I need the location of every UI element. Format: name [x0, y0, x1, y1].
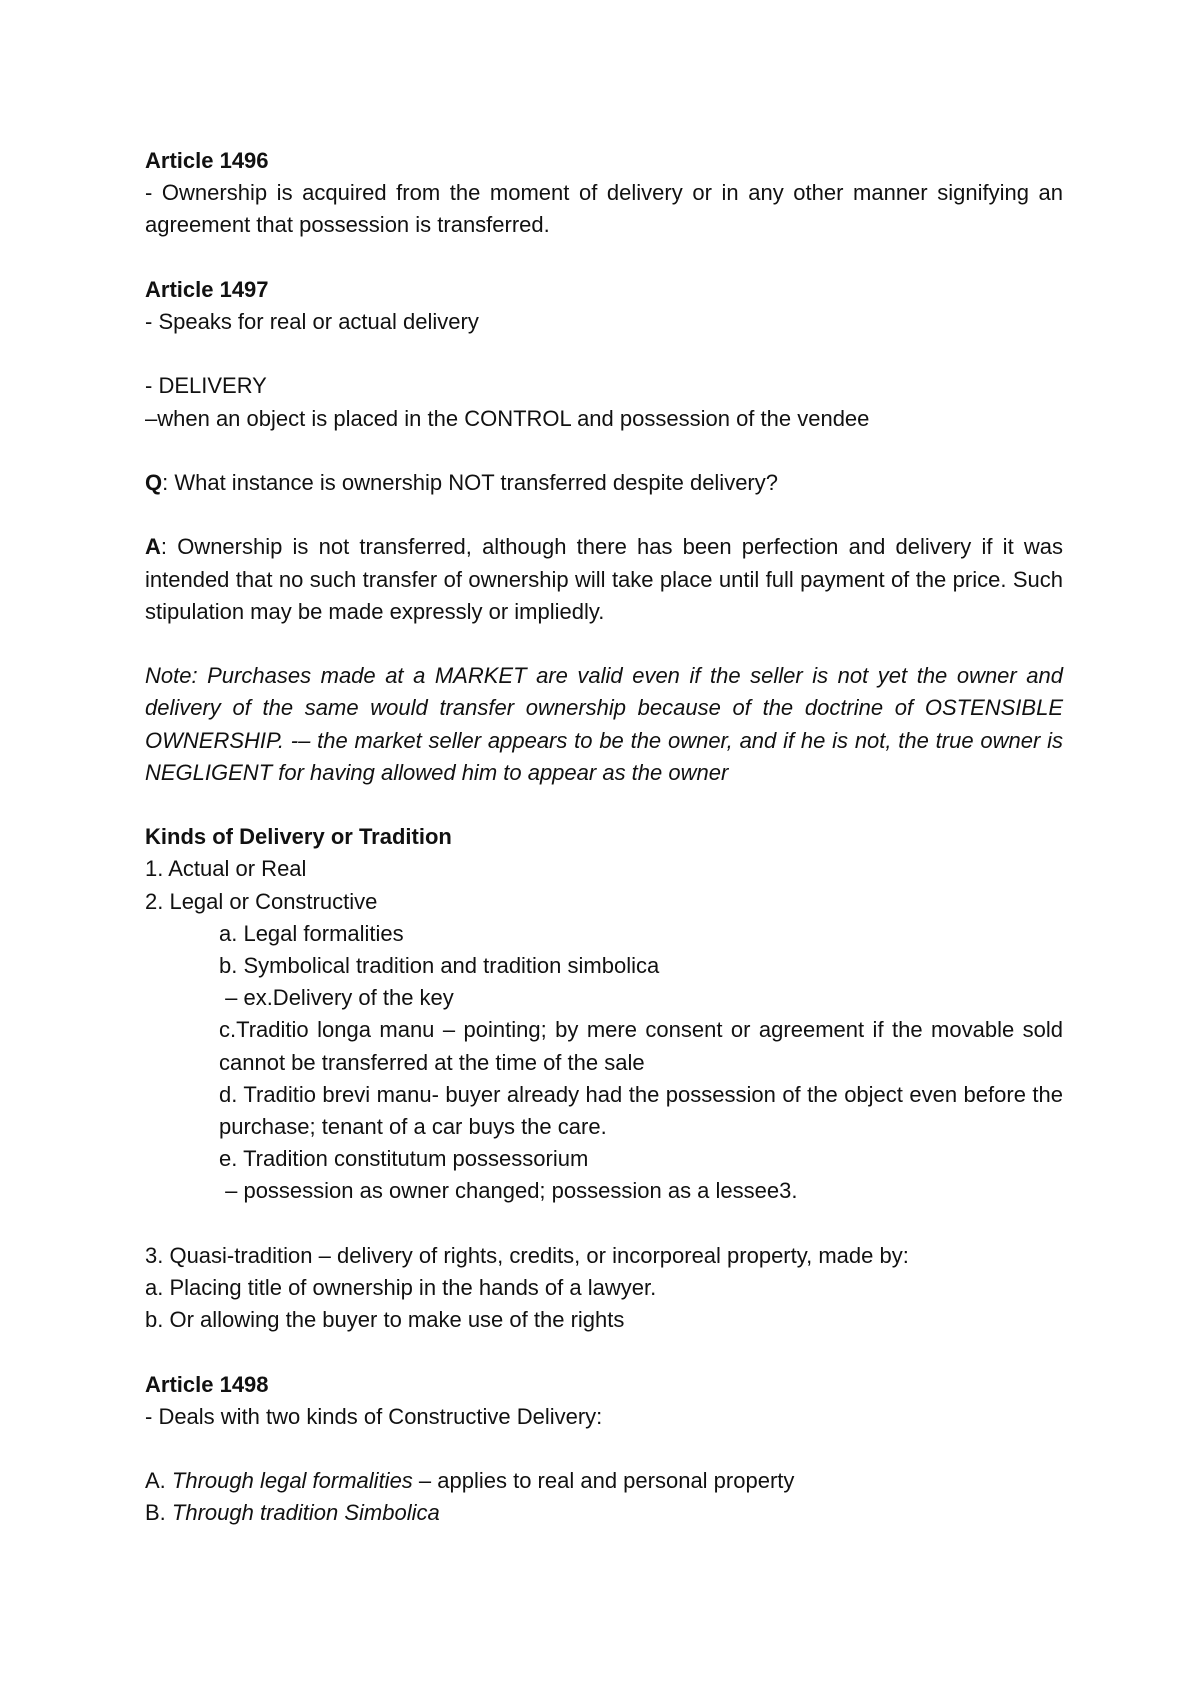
- item-b-prefix: B.: [145, 1500, 172, 1526]
- answer-text: : Ownership is not transferred, although there has been perfection and delivery if it was intended that no such transfer of ownership will take place until full payment of the price. Such stipulation may be made expressly or impliedly.: [145, 534, 1063, 624]
- article-1496-heading: Article 1496: [145, 148, 269, 173]
- kinds-item-3: 3. Quasi-tradition – delivery of rights, credits, or incorporeal property, made by:: [145, 1242, 909, 1268]
- answer-label: A: [145, 534, 161, 560]
- kinds-heading: Kinds of Delivery or Tradition: [145, 824, 452, 850]
- kinds-item-1: 1. Actual or Real: [145, 856, 307, 882]
- answer: [145, 531, 1063, 628]
- item-b-italic: Through tradition Simbolica: [171, 1500, 440, 1526]
- question-label: Q: [145, 469, 163, 495]
- question: [145, 467, 1063, 499]
- article-1497-heading: Article 1497: [145, 276, 269, 302]
- item-a-prefix: A.: [145, 1468, 172, 1494]
- item-a-rest: – applies to real and personal property: [412, 1468, 795, 1494]
- kinds-item-3b: b. Or allowing the buyer to make use of the rights: [145, 1307, 625, 1333]
- kinds-sub-b-example: – ex.Delivery of the key: [219, 985, 454, 1011]
- constructive-delivery-b: [145, 1497, 1063, 1529]
- delivery-label: - DELIVERY: [145, 373, 267, 399]
- item-a-italic: Through legal formalities: [171, 1468, 413, 1494]
- article-1498-text: - Deals with two kinds of Constructive Delivery:: [145, 1403, 603, 1429]
- kinds-sub-e-note: – possession as owner changed; possession as a lessee3.: [219, 1178, 798, 1204]
- constructive-delivery-a: [145, 1465, 1063, 1497]
- kinds-sub-c: c.Traditio longa manu – pointing; by mere consent or agreement if the movable sold cannot be transferred at the time of the sale: [219, 1017, 1063, 1075]
- article-1498-heading: Article 1498: [145, 1371, 269, 1397]
- question-text: : What instance is ownership NOT transferred despite delivery?: [162, 469, 778, 495]
- kinds-item-2: 2. Legal or Constructive: [145, 888, 378, 914]
- article-1497-line: - Speaks for real or actual delivery: [145, 309, 479, 334]
- kinds-sub-e: e. Tradition constitutum possessorium: [219, 1146, 589, 1172]
- kinds-sub-a: a. Legal formalities: [219, 920, 404, 946]
- note-paragraph: Note: Purchases made at a MARKET are valid even if the seller is not yet the owner and delivery of the same would transfer ownership because of the doctrine of OSTENSIBLE OWNERSHIP. -– the market seller appears to be the owner, and if he is not, the true owner is NEGLIGENT for having allowed him to appear as the owner: [145, 663, 1063, 785]
- kinds-item-3a: a. Placing title of ownership in the hands of a lawyer.: [145, 1275, 657, 1300]
- delivery-definition: –when an object is placed in the CONTROL and possession of the vendee: [145, 405, 870, 431]
- article-1496-text: - Ownership is acquired from the moment of delivery or in any other manner signifying an agreement that possession is transferred.: [145, 180, 1063, 238]
- kinds-sub-b: b. Symbolical tradition and tradition simbolica: [219, 952, 660, 978]
- kinds-sub-d: d. Traditio brevi manu- buyer already had the possession of the object even before the purchase; tenant of a car buys the care.: [219, 1081, 1063, 1139]
- document-page: [145, 145, 1063, 1530]
